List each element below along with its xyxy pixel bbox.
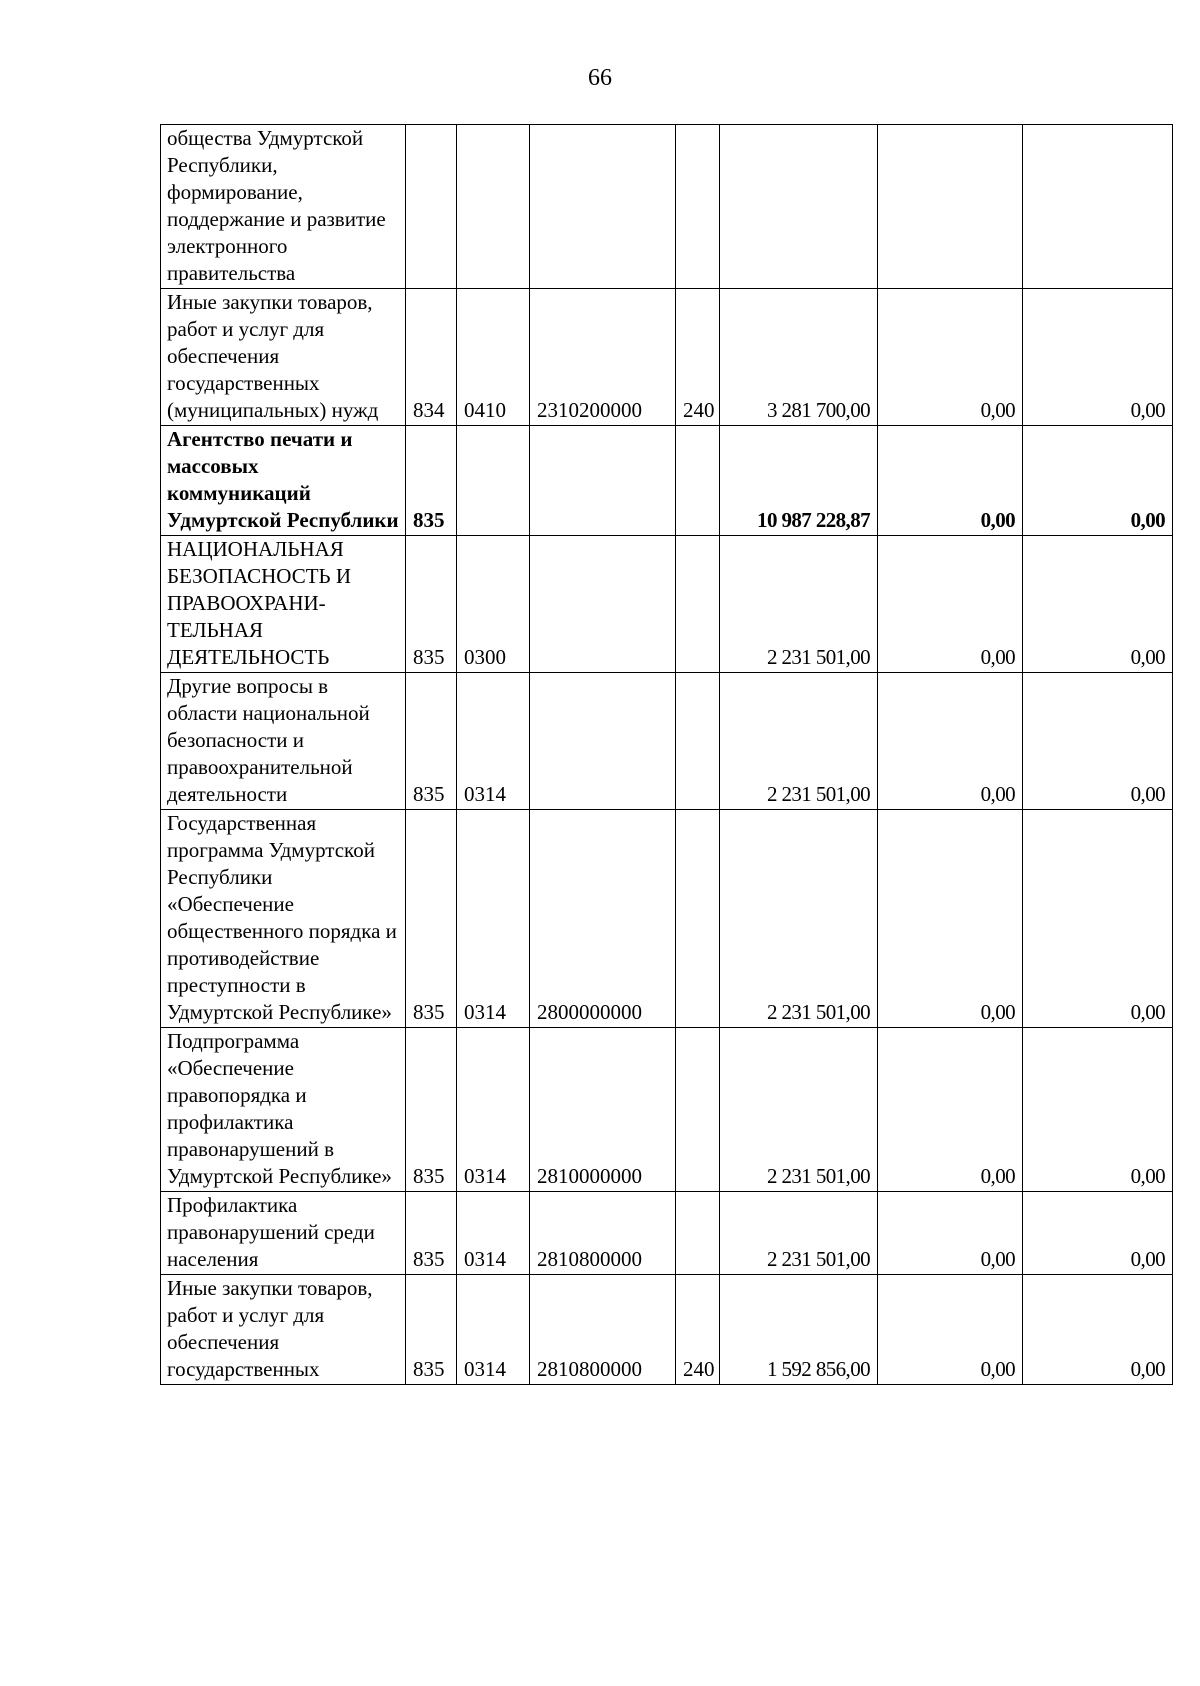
amount-1: 2 231 501,00 (720, 1192, 878, 1275)
row-name: Другие вопросы в области национальной безопасности и правоохранительной деятельности (161, 673, 406, 810)
expense-type-code (676, 1192, 720, 1275)
amount-3: 0,00 (1023, 673, 1173, 810)
amount-1: 2 231 501,00 (720, 810, 878, 1028)
target-article-code: 2810800000 (530, 1275, 676, 1385)
target-article-code: 2310200000 (530, 289, 676, 426)
amount-2: 0,00 (878, 1192, 1023, 1275)
expense-type-code (676, 673, 720, 810)
amount-1: 2 231 501,00 (720, 536, 878, 673)
row-name: Иные закупки товаров, работ и услуг для обеспечения государственных (муниципальных) нужд (161, 289, 406, 426)
target-article-code (530, 125, 676, 289)
table-row (161, 1192, 1173, 1275)
amount-1: 2 231 501,00 (720, 673, 878, 810)
section-code: 0314 (457, 1028, 530, 1192)
amount-1: 1 592 856,00 (720, 1275, 878, 1385)
table-row (161, 426, 1173, 536)
department-code: 835 (406, 1275, 457, 1385)
department-code: 835 (406, 673, 457, 810)
row-name: Иные закупки товаров, работ и услуг для обеспечения государственных (161, 1275, 406, 1385)
amount-3: 0,00 (1023, 536, 1173, 673)
section-code: 0314 (457, 1192, 530, 1275)
section-code: 0314 (457, 673, 530, 810)
amount-3: 0,00 (1023, 1275, 1173, 1385)
section-code: 0314 (457, 1275, 530, 1385)
row-name: общества Удмуртской Республики, формирование, поддержание и развитие электронного правительства (161, 125, 406, 289)
expense-type-code (676, 1028, 720, 1192)
row-name: Профилактика правонарушений среди населения (161, 1192, 406, 1275)
amount-2: 0,00 (878, 1028, 1023, 1192)
target-article-code: 2800000000 (530, 810, 676, 1028)
target-article-code (530, 673, 676, 810)
expense-type-code: 240 (676, 1275, 720, 1385)
department-code: 835 (406, 1192, 457, 1275)
amount-1: 2 231 501,00 (720, 1028, 878, 1192)
department-code (406, 125, 457, 289)
page-number: 66 (588, 65, 612, 91)
target-article-code (530, 426, 676, 536)
amount-1 (720, 125, 878, 289)
department-code: 835 (406, 1028, 457, 1192)
amount-2 (878, 125, 1023, 289)
amount-2: 0,00 (878, 673, 1023, 810)
amount-2: 0,00 (878, 426, 1023, 536)
table-row (161, 673, 1173, 810)
department-code: 835 (406, 426, 457, 536)
row-name: Агентство печати и массовых коммуникаций Удмуртской Республики (161, 426, 406, 536)
amount-3: 0,00 (1023, 1028, 1173, 1192)
row-name: НАЦИОНАЛЬНАЯ БЕЗОПАСНОСТЬ И ПРАВООХРАНИ-ТЕЛЬНАЯ ДЕЯТЕЛЬНОСТЬ (161, 536, 406, 673)
expense-type-code (676, 536, 720, 673)
expense-type-code: 240 (676, 289, 720, 426)
row-name: Государственная программа Удмуртской Республики «Обеспечение общественного порядка и противодействие преступности в Удмуртской Республике» (161, 810, 406, 1028)
section-code (457, 125, 530, 289)
amount-2: 0,00 (878, 289, 1023, 426)
amount-3: 0,00 (1023, 426, 1173, 536)
amount-3: 0,00 (1023, 810, 1173, 1028)
department-code: 834 (406, 289, 457, 426)
table-row (161, 1275, 1173, 1385)
table-row (161, 125, 1173, 289)
expense-type-code (676, 810, 720, 1028)
amount-3: 0,00 (1023, 1192, 1173, 1275)
table-row (161, 536, 1173, 673)
department-code: 835 (406, 810, 457, 1028)
table-row (161, 289, 1173, 426)
amount-3 (1023, 125, 1173, 289)
expense-type-code (676, 125, 720, 289)
budget-table (160, 124, 1173, 1385)
table-row (161, 1028, 1173, 1192)
amount-2: 0,00 (878, 810, 1023, 1028)
amount-2: 0,00 (878, 536, 1023, 673)
section-code: 0410 (457, 289, 530, 426)
table-row (161, 810, 1173, 1028)
section-code: 0314 (457, 810, 530, 1028)
amount-2: 0,00 (878, 1275, 1023, 1385)
section-code (457, 426, 530, 536)
target-article-code: 2810000000 (530, 1028, 676, 1192)
amount-1: 3 281 700,00 (720, 289, 878, 426)
row-name: Подпрограмма «Обеспечение правопорядка и профилактика правонарушений в Удмуртской Республике» (161, 1028, 406, 1192)
amount-1: 10 987 228,87 (720, 426, 878, 536)
target-article-code: 2810800000 (530, 1192, 676, 1275)
amount-3: 0,00 (1023, 289, 1173, 426)
target-article-code (530, 536, 676, 673)
department-code: 835 (406, 536, 457, 673)
section-code: 0300 (457, 536, 530, 673)
expense-type-code (676, 426, 720, 536)
